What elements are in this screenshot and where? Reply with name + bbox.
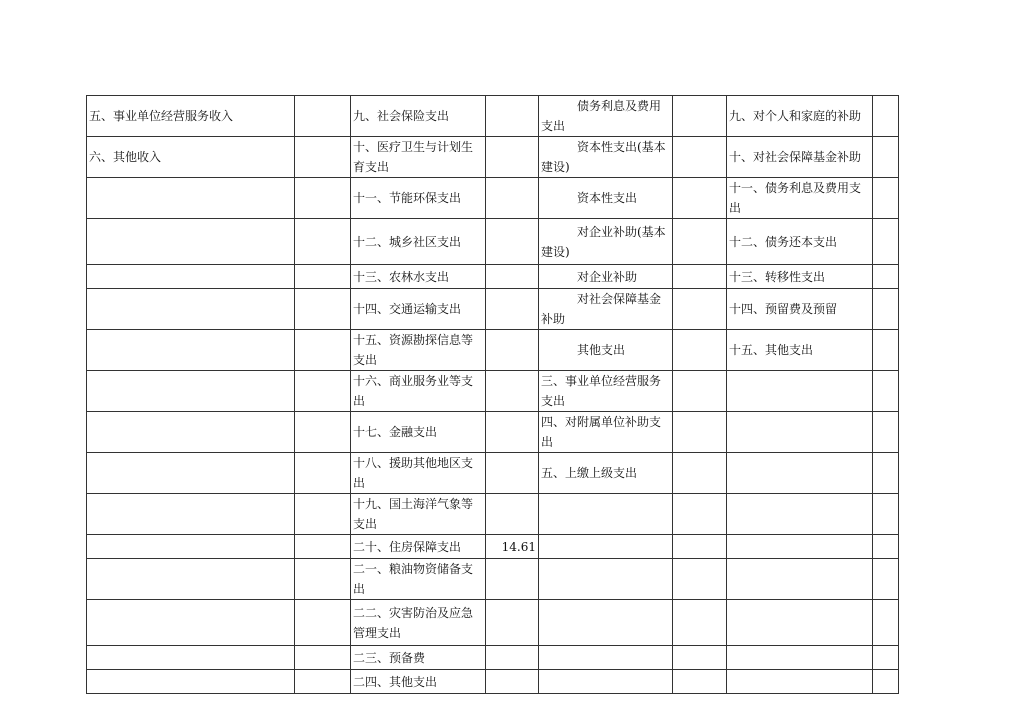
- income-amount-cell: [295, 330, 351, 371]
- expenditure-gov-economic-amount-cell: [873, 371, 899, 412]
- expenditure-economic-amount-cell: [673, 330, 727, 371]
- expenditure-function-cell: 九、社会保险支出: [351, 96, 486, 137]
- expenditure-economic-amount-cell: [673, 178, 727, 219]
- table-row: [87, 494, 899, 535]
- income-item-cell: [87, 670, 295, 694]
- income-amount-cell: [295, 371, 351, 412]
- expenditure-function-amount-cell: [486, 494, 539, 535]
- expenditure-economic-cell: 对企业补助(基本建设): [539, 219, 673, 265]
- expenditure-function-cell: 十、医疗卫生与计划生育支出: [351, 137, 486, 178]
- expenditure-economic-cell: 对企业补助: [539, 265, 673, 289]
- expenditure-gov-economic-cell: [727, 600, 873, 646]
- expenditure-function-cell: 二三、预备费: [351, 646, 486, 670]
- expenditure-gov-economic-amount-cell: [873, 178, 899, 219]
- expenditure-function-cell: 十三、农林水支出: [351, 265, 486, 289]
- expenditure-economic-cell: [539, 670, 673, 694]
- expenditure-economic-amount-cell: [673, 137, 727, 178]
- table-row: [87, 535, 899, 559]
- budget-table: [86, 95, 899, 694]
- expenditure-gov-economic-amount-cell: [873, 670, 899, 694]
- income-item-cell: [87, 646, 295, 670]
- expenditure-gov-economic-cell: 十五、其他支出: [727, 330, 873, 371]
- table-row: [87, 330, 899, 371]
- expenditure-function-amount-cell: [486, 330, 539, 371]
- expenditure-function-amount-cell: [486, 265, 539, 289]
- income-amount-cell: [295, 137, 351, 178]
- income-amount-cell: [295, 96, 351, 137]
- expenditure-economic-amount-cell: [673, 453, 727, 494]
- expenditure-economic-cell: 资本性支出(基本建设): [539, 137, 673, 178]
- expenditure-economic-amount-cell: [673, 494, 727, 535]
- expenditure-gov-economic-amount-cell: [873, 96, 899, 137]
- expenditure-gov-economic-amount-cell: [873, 330, 899, 371]
- table-row: [87, 178, 899, 219]
- expenditure-function-amount-cell: [486, 219, 539, 265]
- expenditure-economic-amount-cell: [673, 96, 727, 137]
- expenditure-economic-amount-cell: [673, 670, 727, 694]
- table-row: [87, 600, 899, 646]
- expenditure-function-cell: 十四、交通运输支出: [351, 289, 486, 330]
- expenditure-function-cell: 二一、粮油物资储备支出: [351, 559, 486, 600]
- expenditure-function-amount-cell: [486, 96, 539, 137]
- income-amount-cell: [295, 219, 351, 265]
- expenditure-gov-economic-cell: 十二、债务还本支出: [727, 219, 873, 265]
- expenditure-function-amount-cell: [486, 178, 539, 219]
- expenditure-economic-cell: 债务利息及费用支出: [539, 96, 673, 137]
- expenditure-function-amount-cell: [486, 137, 539, 178]
- expenditure-function-amount-cell: [486, 453, 539, 494]
- expenditure-function-cell: 二十、住房保障支出: [351, 535, 486, 559]
- income-item-cell: [87, 494, 295, 535]
- expenditure-economic-amount-cell: [673, 371, 727, 412]
- income-amount-cell: [295, 670, 351, 694]
- expenditure-economic-cell: 四、对附属单位补助支出: [539, 412, 673, 453]
- table-row: [87, 453, 899, 494]
- expenditure-gov-economic-amount-cell: [873, 453, 899, 494]
- table-row: [87, 219, 899, 265]
- expenditure-economic-amount-cell: [673, 265, 727, 289]
- expenditure-gov-economic-cell: 十三、转移性支出: [727, 265, 873, 289]
- income-item-cell: [87, 219, 295, 265]
- expenditure-economic-cell: 其他支出: [539, 330, 673, 371]
- expenditure-economic-cell: [539, 535, 673, 559]
- expenditure-function-amount-cell: [486, 600, 539, 646]
- income-amount-cell: [295, 289, 351, 330]
- income-amount-cell: [295, 646, 351, 670]
- expenditure-gov-economic-cell: 十、对社会保障基金补助: [727, 137, 873, 178]
- table-row: [87, 646, 899, 670]
- expenditure-gov-economic-amount-cell: [873, 219, 899, 265]
- income-amount-cell: [295, 265, 351, 289]
- expenditure-economic-amount-cell: [673, 412, 727, 453]
- expenditure-economic-cell: [539, 600, 673, 646]
- income-amount-cell: [295, 178, 351, 219]
- expenditure-economic-amount-cell: [673, 646, 727, 670]
- expenditure-function-cell: 十八、援助其他地区支出: [351, 453, 486, 494]
- expenditure-economic-amount-cell: [673, 559, 727, 600]
- income-item-cell: [87, 178, 295, 219]
- expenditure-gov-economic-cell: [727, 453, 873, 494]
- income-item-cell: 五、事业单位经营服务收入: [87, 96, 295, 137]
- expenditure-economic-cell: [539, 646, 673, 670]
- expenditure-economic-cell: 资本性支出: [539, 178, 673, 219]
- income-item-cell: [87, 289, 295, 330]
- table-row: [87, 670, 899, 694]
- expenditure-function-cell: 十六、商业服务业等支出: [351, 371, 486, 412]
- income-item-cell: [87, 412, 295, 453]
- income-amount-cell: [295, 494, 351, 535]
- expenditure-function-cell: 十二、城乡社区支出: [351, 219, 486, 265]
- expenditure-function-amount-cell: [486, 670, 539, 694]
- expenditure-gov-economic-cell: [727, 412, 873, 453]
- expenditure-gov-economic-cell: 十四、预留费及预留: [727, 289, 873, 330]
- expenditure-economic-amount-cell: [673, 219, 727, 265]
- expenditure-gov-economic-cell: 九、对个人和家庭的补助: [727, 96, 873, 137]
- expenditure-function-amount-cell: [486, 371, 539, 412]
- expenditure-function-amount-cell: 14.61: [486, 535, 539, 559]
- expenditure-economic-amount-cell: [673, 535, 727, 559]
- expenditure-function-amount-cell: [486, 289, 539, 330]
- expenditure-gov-economic-cell: [727, 670, 873, 694]
- income-amount-cell: [295, 453, 351, 494]
- expenditure-function-amount-cell: [486, 412, 539, 453]
- expenditure-function-cell: 二二、灾害防治及应急管理支出: [351, 600, 486, 646]
- expenditure-gov-economic-cell: [727, 371, 873, 412]
- income-amount-cell: [295, 559, 351, 600]
- income-item-cell: [87, 600, 295, 646]
- expenditure-function-cell: 十五、资源勘探信息等支出: [351, 330, 486, 371]
- table-row: [87, 289, 899, 330]
- income-amount-cell: [295, 600, 351, 646]
- expenditure-gov-economic-amount-cell: [873, 600, 899, 646]
- expenditure-function-amount-cell: [486, 559, 539, 600]
- expenditure-gov-economic-amount-cell: [873, 646, 899, 670]
- income-item-cell: [87, 559, 295, 600]
- expenditure-gov-economic-amount-cell: [873, 559, 899, 600]
- expenditure-economic-cell: 三、事业单位经营服务支出: [539, 371, 673, 412]
- income-item-cell: [87, 535, 295, 559]
- expenditure-gov-economic-amount-cell: [873, 412, 899, 453]
- expenditure-function-amount-cell: [486, 646, 539, 670]
- expenditure-gov-economic-amount-cell: [873, 494, 899, 535]
- table-row: [87, 371, 899, 412]
- expenditure-gov-economic-cell: [727, 559, 873, 600]
- expenditure-gov-economic-amount-cell: [873, 137, 899, 178]
- expenditure-economic-amount-cell: [673, 289, 727, 330]
- expenditure-function-cell: 十九、国土海洋气象等支出: [351, 494, 486, 535]
- expenditure-function-cell: 二四、其他支出: [351, 670, 486, 694]
- expenditure-gov-economic-amount-cell: [873, 289, 899, 330]
- expenditure-gov-economic-cell: 十一、债务利息及费用支出: [727, 178, 873, 219]
- income-item-cell: [87, 330, 295, 371]
- income-item-cell: [87, 265, 295, 289]
- expenditure-economic-cell: [539, 559, 673, 600]
- expenditure-economic-cell: [539, 494, 673, 535]
- table-row: [87, 412, 899, 453]
- expenditure-function-cell: 十七、金融支出: [351, 412, 486, 453]
- expenditure-economic-amount-cell: [673, 600, 727, 646]
- expenditure-function-cell: 十一、节能环保支出: [351, 178, 486, 219]
- income-amount-cell: [295, 535, 351, 559]
- expenditure-gov-economic-cell: [727, 646, 873, 670]
- expenditure-economic-cell: 五、上缴上级支出: [539, 453, 673, 494]
- income-amount-cell: [295, 412, 351, 453]
- table-row: [87, 137, 899, 178]
- expenditure-gov-economic-cell: [727, 494, 873, 535]
- income-item-cell: [87, 453, 295, 494]
- expenditure-gov-economic-amount-cell: [873, 265, 899, 289]
- expenditure-economic-cell: 对社会保障基金补助: [539, 289, 673, 330]
- expenditure-gov-economic-cell: [727, 535, 873, 559]
- expenditure-gov-economic-amount-cell: [873, 535, 899, 559]
- table-row: [87, 559, 899, 600]
- table-row: [87, 265, 899, 289]
- income-item-cell: [87, 371, 295, 412]
- table-row: [87, 96, 899, 137]
- income-item-cell: 六、其他收入: [87, 137, 295, 178]
